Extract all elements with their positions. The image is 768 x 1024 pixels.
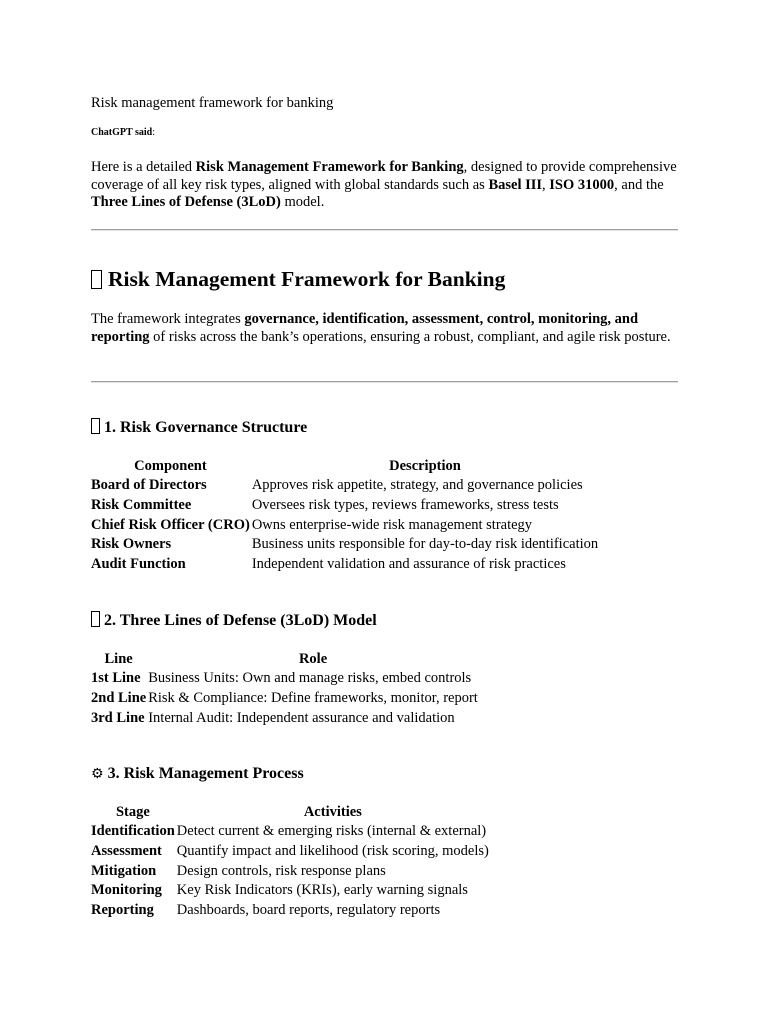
table-row [91,708,478,728]
table-cell-key: Identification [91,823,175,840]
table-row [91,689,478,709]
intro-bold-framework: Risk Management Framework for Banking [195,159,464,175]
assistant-label [91,127,155,139]
intro-bold-3lod: Three Lines of Defense (3LoD) [91,194,281,210]
column-header: Description [389,457,461,474]
section-heading-text: 1. Risk Governance Structure [104,419,308,436]
table-cell: Independent validation and assurance of risk practices [251,556,566,573]
missing-glyph-icon [91,270,102,289]
table-cell-key: Audit Function [91,556,186,573]
framework-text-1: The framework integrates [91,311,245,327]
section-heading-text: 2. Three Lines of Defense (3LoD) Model [104,612,377,629]
table-cell-key: Board of Directors [91,477,207,494]
main-heading-text: Risk Management Framework for Banking [108,267,506,291]
table-row [91,822,489,842]
table-cell: Risk & Compliance: Define frameworks, monitor, report [148,690,478,707]
governance-table [89,456,600,574]
table-cell-key: Reporting [91,902,154,919]
section-heading-process [91,764,304,784]
framework-bold: governance, identification, assessment, control, monitoring, and reporting [91,311,639,345]
table-cell-key: Risk Owners [91,536,172,553]
table-header-row [91,649,478,669]
table-row [91,515,598,535]
table-cell-key: 1st Line [91,670,141,687]
divider-2 [91,381,678,383]
column-header: Activities [303,803,362,820]
intro-text-1: Here is a detailed [91,159,196,175]
intro-text-4: , and the [614,176,664,193]
user-question: Risk management framework for banking [91,95,334,111]
column-header: Line [104,650,133,667]
divider-1 [91,229,678,231]
table-cell: Approves risk appetite, strategy, and governance policies [251,477,583,494]
section-heading-3lod [91,611,377,631]
intro-paragraph [91,159,679,212]
table-header-row [91,802,489,822]
intro-text-3: , [542,176,550,193]
table-cell-key: Risk Committee [91,497,192,514]
framework-text-2: of risks across the bank’s operations, ensuring a robust, compliant, and agile risk posture. [149,328,671,345]
intro-bold-basel: Basel III [488,176,543,193]
table-cell: Internal Audit: Independent assurance and validation [148,709,455,726]
table-row [91,881,489,901]
intro-text-5: model. [280,194,325,210]
column-header: Component [134,457,207,474]
section-heading-governance [91,418,307,438]
table-row [91,842,489,862]
table-cell: Oversees risk types, reviews frameworks, stress tests [251,497,559,514]
assistant-name: ChatGPT said [91,127,153,138]
3lod-table [89,649,480,728]
table-row [91,669,478,689]
table-cell-key: Assessment [91,843,162,860]
intro-bold-iso: ISO 31000 [549,176,615,193]
table-cell-key: Chief Risk Officer (CRO) [91,516,250,533]
table-row [91,496,598,516]
process-table [89,802,491,920]
table-row [91,476,598,496]
framework-paragraph [91,311,679,346]
table-cell: Business units responsible for day-to-day risk identification [251,536,599,553]
column-header: Stage [115,803,150,820]
table-cell: Detect current & emerging risks (internal & external) [176,823,487,840]
gear-icon: ⚙ [91,766,104,782]
table-row [91,901,489,921]
intro-text-2: , designed to provide comprehensive coverage of all key risk types, aligned with global standards such as [91,159,677,193]
table-cell: Business Units: Own and manage risks, embed controls [148,670,472,687]
table-cell-key: 3rd Line [91,709,145,726]
table-row [91,535,598,555]
section-heading-text: 3. Risk Management Process [107,765,304,782]
table-cell: Quantify impact and likelihood (risk scoring, models) [176,843,489,860]
table-cell-key: Monitoring [91,882,162,899]
main-heading [91,266,505,292]
table-cell: Dashboards, board reports, regulatory reports [176,902,441,919]
column-header: Role [298,650,328,667]
table-cell: Key Risk Indicators (KRIs), early warning signals [176,882,468,899]
assistant-colon: : [152,127,156,138]
table-row [91,861,489,881]
table-cell-key: Mitigation [91,862,157,879]
table-cell: Owns enterprise-wide risk management strategy [251,516,533,533]
missing-glyph-icon [91,418,100,434]
table-cell: Design controls, risk response plans [176,862,386,879]
table-header-row [91,456,598,476]
table-cell-key: 2nd Line [91,690,147,707]
table-row [91,555,598,575]
missing-glyph-icon [91,611,100,627]
